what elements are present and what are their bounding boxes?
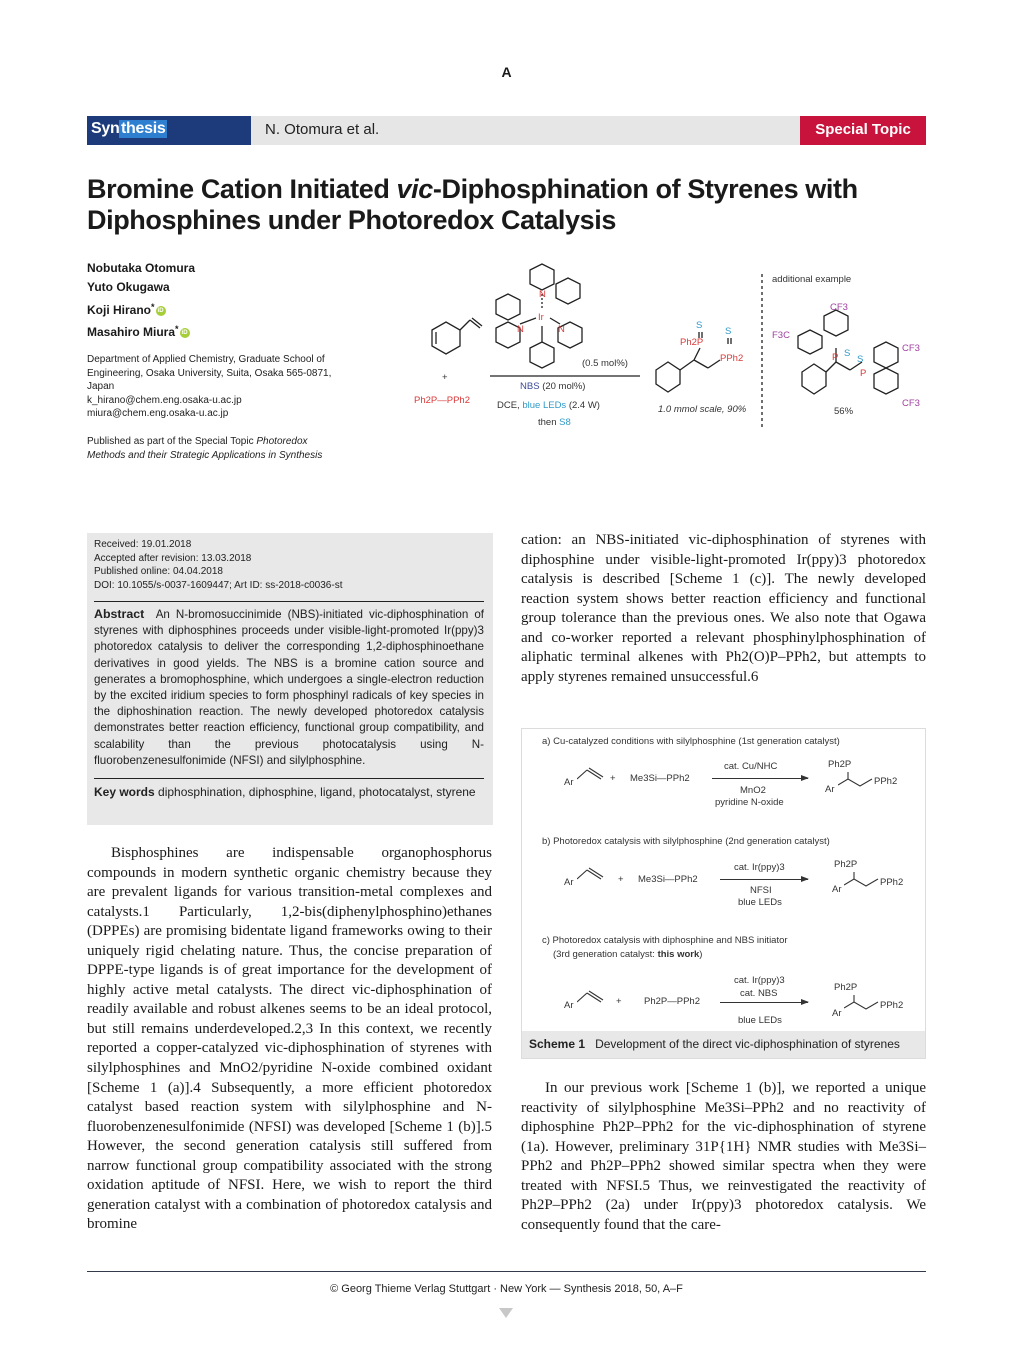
note-prefix: Published as part of the Special Topic: [87, 436, 257, 447]
reagent-c: Ph2P—PPh2: [644, 996, 700, 1007]
sulfur-label: S: [725, 326, 732, 337]
pph2-label: PPh2: [720, 353, 744, 364]
below-arrow-a-1: MnO2: [740, 785, 766, 796]
scheme-c-label-2: [553, 949, 702, 960]
orcid-icon[interactable]: iD: [157, 307, 164, 314]
journal-logo[interactable]: [87, 116, 251, 145]
logo-syn: Syn: [91, 120, 120, 137]
catalyst-loading: (0.5 mol%): [582, 358, 628, 369]
orcid-icon[interactable]: iD: [181, 329, 188, 336]
below-arrow-b-2: blue LEDs: [738, 897, 782, 908]
author-name: Masahiro Miura: [87, 324, 176, 339]
corresponding-star: *: [151, 301, 155, 312]
plus-sign: +: [616, 996, 622, 1007]
ar-label: Ar: [564, 777, 574, 788]
alkene-icon: [577, 867, 607, 883]
body-paragraph-left: Bisphosphines are indispensable organophosphorus compounds in modern synthetic organic chemistry because they are prevalent ligands for various transition-metal complexes and catalysts.1 Particularly, 1,2-bis(diphenylphosphino)ethanes (DPPEs) are promising bidentate ligand frameworks owing to their uniquely rigid chelating nature. Thus, the concise preparation of DPPE-type ligands is of great importance for the development of highly active metal catalysts. The direct vic-diphosphination of readily available and robust alkenes seems to be an ideal protocol, but still remains underdeveloped.2,3 In this context, we recently reported a copper-catalyzed vic-diphosphination of styrenes with silylphosphines and MnO2/pyridine N-oxide combined oxidant [Scheme 1 (a)].4 Subsequently, a more efficient photoredox catalyst based reaction system with silylphosphine and N-fluorobenzenesulfonimide (NFSI) was developed [Scheme 1 (b)].5 However, the second generation catalysis still suffered from narrow functional group compatibility associated with the strong oxidation aptitude of NFSI. Here, we wish to report the third generation catalyst with a combination of photoredox catalysis and bromine: [87, 845, 492, 1233]
product-ar: Ar: [832, 1008, 842, 1019]
below-arrow-a-2: pyridine N-oxide: [715, 797, 784, 808]
caption-text: Development of the direct vic-diphosphination of styrenes: [595, 1037, 900, 1051]
product-skeleton-icon: [838, 771, 878, 789]
additional-example-label: additional example: [772, 274, 852, 285]
plus-sign: +: [442, 372, 448, 383]
divider: [94, 778, 484, 779]
scheme-b-label: b) Photoredox catalysis with silylphosphine (2nd generation catalyst): [542, 836, 830, 847]
author[interactable]: [87, 259, 195, 278]
label-prefix: (3rd generation catalyst:: [553, 949, 658, 960]
plus-sign: +: [618, 874, 624, 885]
scheme-a-label: a) Cu-catalyzed conditions with silylphosphine (1st generation catalyst): [542, 736, 840, 747]
above-arrow-b: cat. Ir(ppy)3: [734, 862, 785, 873]
article-dates: [94, 538, 342, 592]
author-name: Yuto Okugawa: [87, 280, 170, 295]
section-badge: Special Topic: [800, 116, 926, 145]
keywords: [94, 784, 484, 800]
sulfur-label: S8: [559, 417, 571, 428]
author-list: [87, 259, 195, 342]
product-pph2: PPh2: [880, 1000, 904, 1011]
above-arrow-c-2: cat. NBS: [740, 988, 778, 999]
ar-label: Ar: [564, 877, 574, 888]
solvent: DCE,: [497, 400, 523, 411]
scheme-caption: [522, 1031, 925, 1058]
alkene-icon: [577, 767, 607, 783]
affiliation: [87, 353, 357, 421]
title-part2: -Diphosphination of Styrenes with Diphosphines under Photoredox Catalysis: [87, 174, 858, 235]
scheme-1: [521, 728, 926, 1059]
phosphorus-label: P: [832, 352, 839, 363]
journal-header-bar: [87, 116, 926, 145]
author[interactable]: [87, 298, 195, 320]
ar-label: Ar: [564, 1000, 574, 1011]
nbs-amount: (20 mol%): [542, 381, 586, 392]
sulfur-label: S: [696, 320, 703, 331]
page-letter: A: [501, 64, 512, 80]
f3c-label: F3C: [772, 330, 790, 341]
reagent-b: Me3Si—PPh2: [638, 874, 698, 885]
product-ph2p: Ph2P: [834, 982, 858, 993]
cf3-label: CF3: [830, 302, 848, 313]
above-arrow-a: cat. Cu/NHC: [724, 761, 778, 772]
reaction-arrow: [720, 879, 808, 880]
next-page-arrow-icon[interactable]: [499, 1308, 513, 1318]
plus-sign: +: [610, 773, 616, 784]
accepted-date: Accepted after revision: 13.03.2018: [94, 552, 252, 564]
product-note: 1.0 mmol scale, 90%: [658, 404, 747, 415]
label-bold: this work: [657, 949, 700, 960]
condition-solvent-light: [497, 400, 600, 411]
light-power: (2.4 W): [566, 400, 600, 411]
reaction-arrow: [720, 1002, 808, 1003]
author[interactable]: [87, 278, 195, 297]
product-ar: Ar: [832, 884, 842, 895]
author-name: Nobutaka Otomura: [87, 261, 196, 275]
then-label: then: [538, 417, 560, 428]
product-ph2p: Ph2P: [828, 759, 852, 770]
article-info-box: [87, 533, 493, 825]
product-ar: Ar: [825, 784, 835, 795]
alkene-icon: [577, 990, 607, 1006]
ph2p-label: Ph2P: [680, 337, 704, 348]
additional-yield: 56%: [834, 406, 854, 417]
affiliation-line: Engineering, Osaka University, Suita, Osaka 565-0871,: [87, 367, 332, 379]
light-source: blue LEDs: [522, 400, 567, 411]
author-name: Koji Hirano: [87, 302, 152, 317]
label-suffix: ): [699, 949, 703, 960]
product-ph2p: Ph2P: [834, 859, 858, 870]
note-italic: Methods and their Strategic Applications in Synthesis: [87, 450, 323, 461]
author[interactable]: [87, 320, 195, 342]
caption-label: Scheme 1: [529, 1037, 586, 1051]
cf3-label: CF3: [902, 398, 920, 409]
logo-thesis: thesis: [121, 120, 166, 137]
scheme-c-label-1: c) Photoredox catalysis with diphosphine and NBS initiator: [542, 935, 788, 946]
footer-copyright: © Georg Thieme Verlag Stuttgart · New York — Synthesis 2018, 50, A–F: [330, 1283, 683, 1295]
condition-then: [538, 417, 571, 428]
nbs-label: NBS: [520, 381, 540, 392]
abstract: [94, 606, 484, 769]
title-italic: vic: [396, 174, 433, 204]
email-link[interactable]: k_hirano@chem.eng.osaka-u.ac.jp: [87, 394, 242, 406]
corresponding-star: *: [175, 323, 179, 334]
special-topic-note: [87, 435, 322, 463]
product-skeleton-icon: [844, 871, 884, 889]
abstract-text: An N-bromosuccinimide (NBS)-initiated vic-diphosphination of styrenes with diphosphines proceeds under visible-light-promoted Ir(ppy)3 photoredox catalysis to deliver the corresponding 1,2-diphosphinoethane derivatives in good yields. The NBS is a bromine cation source and generates a bromophosphine, which undergoes a single-electron reduction by the excited iridium species to form phosphinyl radicals of key species in the diphoshination reaction. The newly developed photoredox catalysis demonstrates better reaction efficiency, functional group compatibility, and scalability than the previous photocatalysis using N-fluorobenzenesulfonimide (NFSI) and silylphosphine.: [94, 608, 484, 767]
product-skeleton-icon: [844, 994, 884, 1012]
reaction-arrow: [712, 778, 808, 779]
nitrogen-label: N: [558, 324, 565, 335]
doi-link[interactable]: DOI: 10.1055/s-0037-1609447; Art ID: ss-2018-c0036-st: [94, 579, 343, 591]
email-link[interactable]: miura@chem.eng.osaka-u.ac.jp: [87, 408, 229, 419]
note-italic: Photoredox: [256, 436, 308, 447]
article-title: [87, 174, 937, 236]
graphical-abstract: [410, 262, 935, 437]
received-date: Received: 19.01.2018: [94, 539, 192, 550]
affiliation-line: Japan: [87, 381, 115, 392]
condition-nbs: [520, 381, 585, 392]
nitrogen-label: N: [539, 289, 546, 300]
footer-divider: [87, 1271, 926, 1272]
iridium-label: Ir: [538, 312, 544, 323]
affiliation-line: Department of Applied Chemistry, Graduate School of: [87, 354, 325, 365]
reactant-diphosphine: Ph2P—PPh2: [414, 395, 470, 406]
product-pph2: PPh2: [874, 776, 898, 787]
keywords-text: diphosphination, diphosphine, ligand, photocatalyst, styrene: [158, 785, 476, 799]
divider: [94, 601, 484, 602]
title-part1: Bromine Cation Initiated: [87, 174, 397, 204]
abstract-label: Abstract: [94, 607, 145, 621]
body-paragraph-right-top: cation: an NBS-initiated vic-diphosphination of styrenes with diphosphine under visible-light-promoted Ir(ppy)3 photoredox catalysis is described [Scheme 1 (c)]. The newly developed reaction system shows better reaction efficiency and functional group tolerance than the previous ones. We also note that Ogawa and co-worker reported a relevant phosphinylphosphination of aliphatic terminal alkenes with Ph2(O)P–PPh2, but attempts to apply styrenes remained unsuccessful.6: [521, 532, 926, 685]
below-arrow-b-1: NFSI: [750, 885, 772, 896]
sulfur-label: S: [857, 354, 864, 365]
nitrogen-label: N: [517, 324, 524, 335]
reagent-a: Me3Si—PPh2: [630, 773, 690, 784]
body-paragraph-right-bottom: In our previous work [Scheme 1 (b)], we reported a unique reactivity of silylphosphine Me3Si–PPh2 and no reactivity of diphosphine Ph2P–PPh2 for the vic-diphosphination of styrene (1a). However, preliminary 31P{1H} NMR studies with Me3Si–PPh2 and Ph2P–PPh2 showed similar spectra when they were treated with NFSI.5 Thus, we reinvestigated the reactivity of Ph2P–PPh2 (2a) under Ir(ppy)3 photoredox catalysis. We consequently found that the care-: [521, 1080, 926, 1233]
sulfur-label: S: [844, 348, 851, 359]
above-arrow-c-1: cat. Ir(ppy)3: [734, 975, 785, 986]
phosphorus-label: P: [860, 368, 867, 379]
published-date: Published online: 04.04.2018: [94, 566, 223, 577]
below-arrow-c: blue LEDs: [738, 1015, 782, 1026]
keywords-label: Key words: [94, 785, 155, 799]
product-pph2: PPh2: [880, 877, 904, 888]
cf3-label: CF3: [902, 343, 920, 354]
running-authors: N. Otomura et al.: [265, 121, 380, 138]
